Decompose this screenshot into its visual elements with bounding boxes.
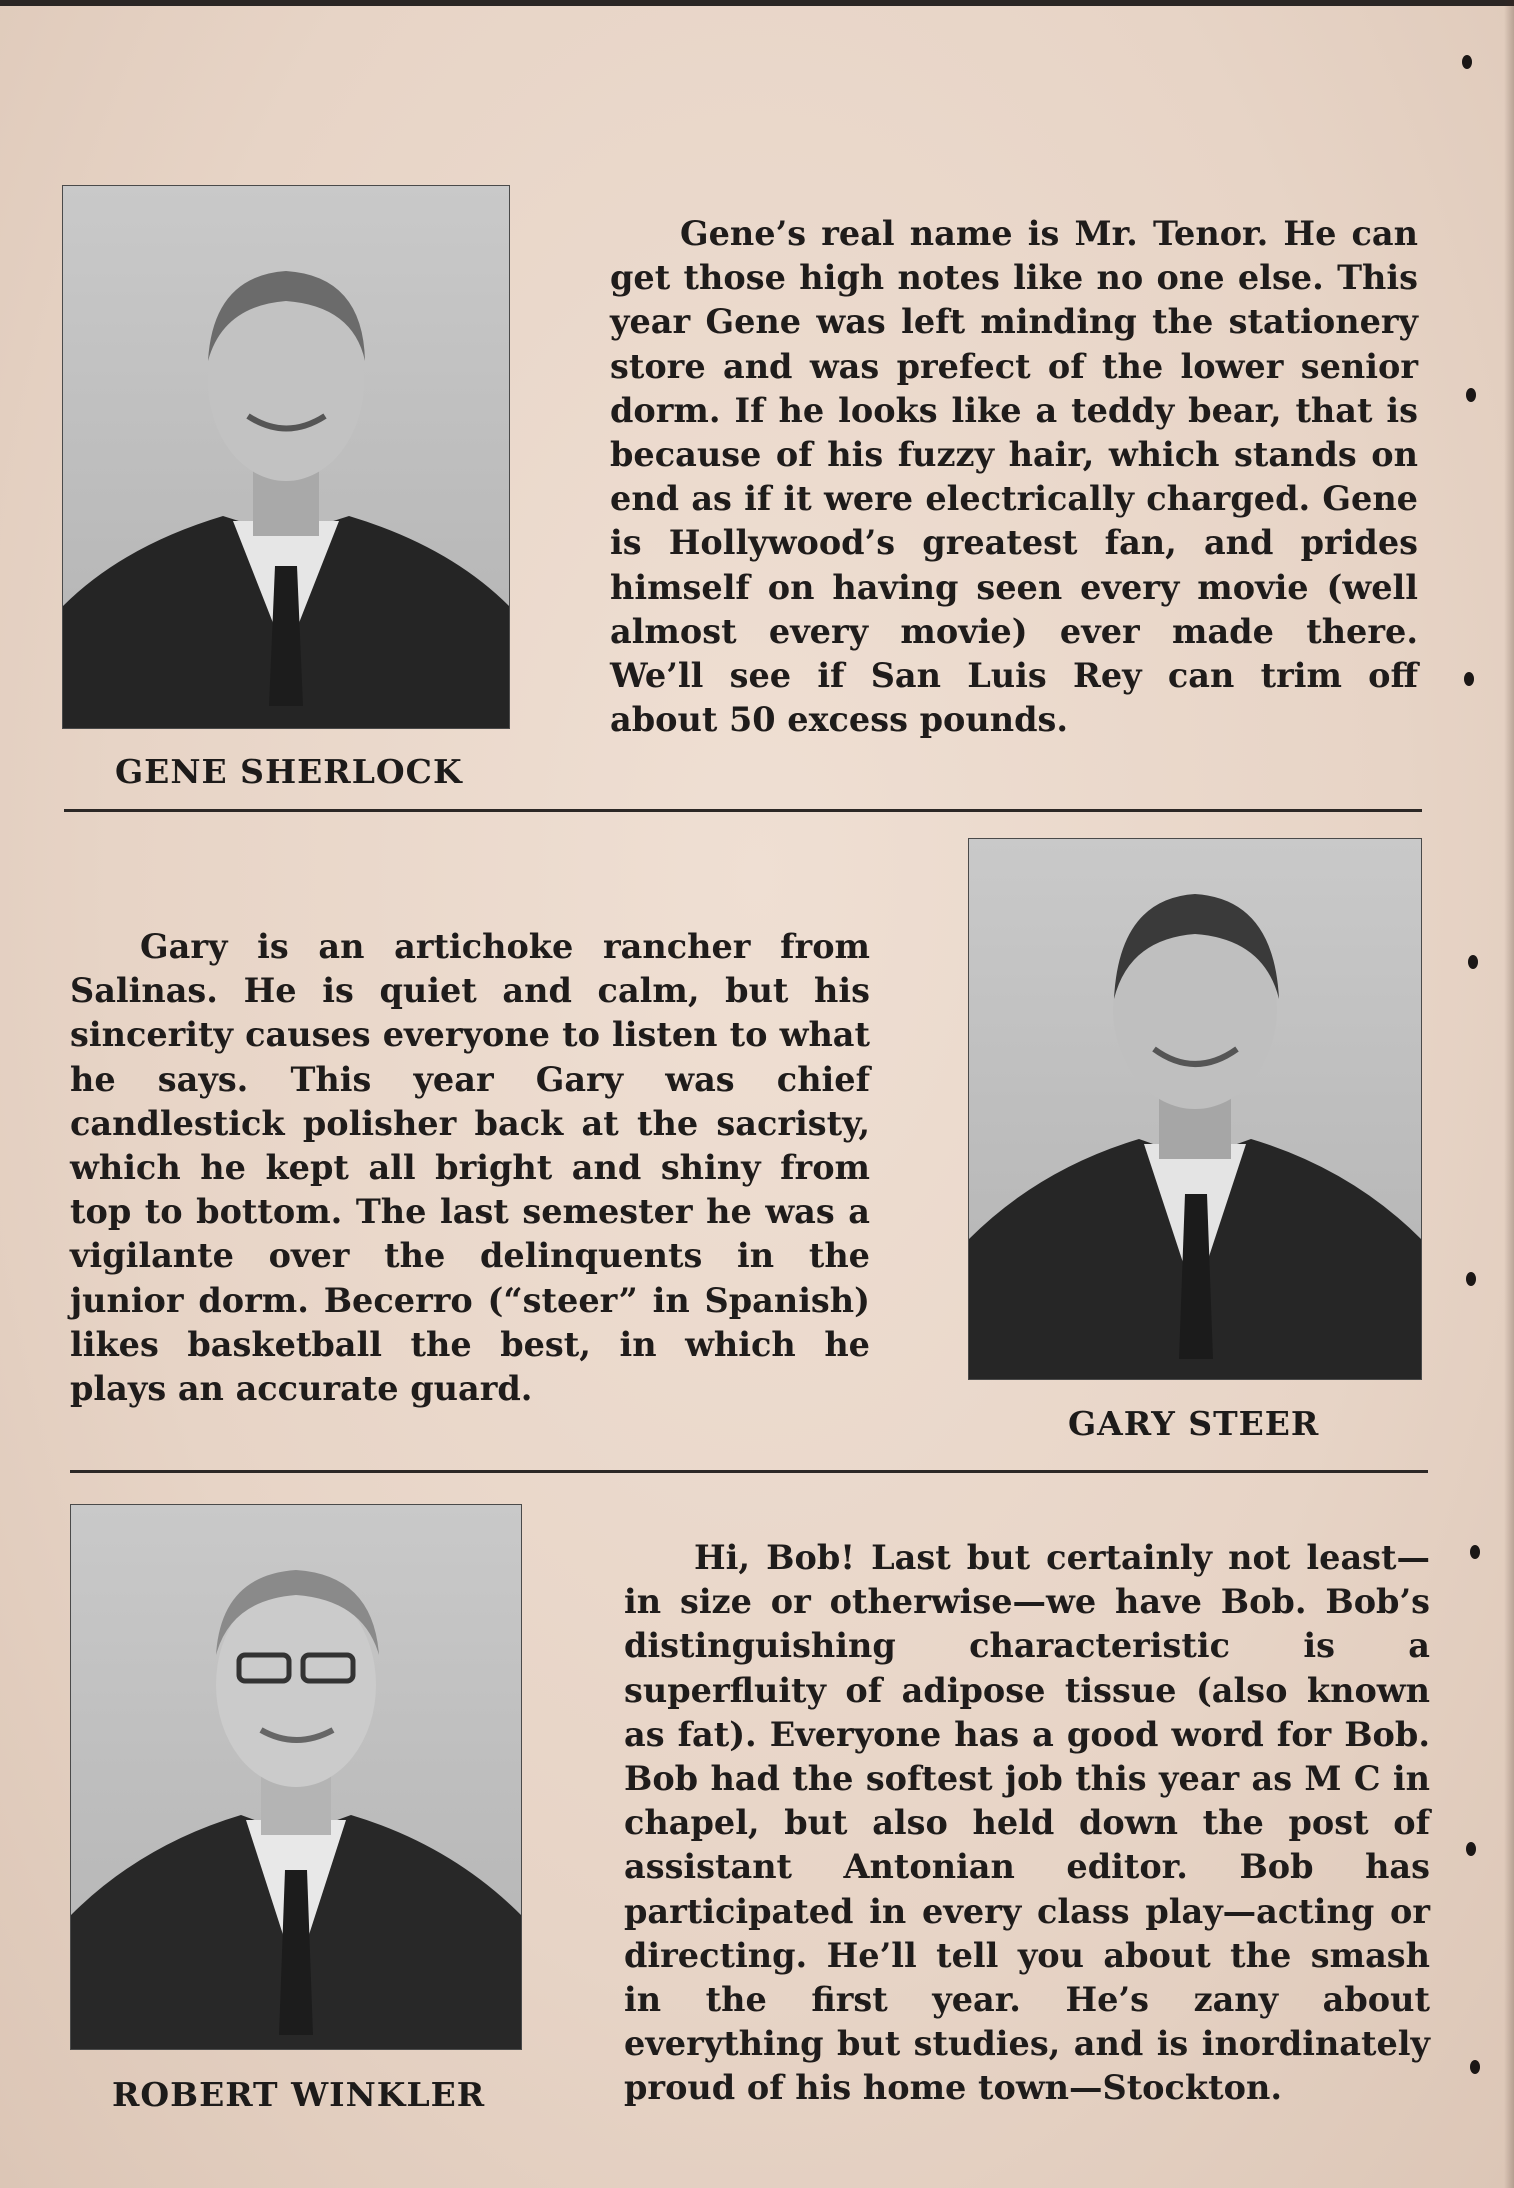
binder-hole bbox=[1464, 672, 1474, 686]
robert-winkler-portrait bbox=[70, 1504, 522, 2050]
binder-hole bbox=[1466, 388, 1476, 402]
caption-robert-winkler: ROBERT WINKLER bbox=[112, 2075, 486, 2114]
caption-gene-sherlock: GENE SHERLOCK bbox=[115, 752, 463, 791]
section-divider bbox=[64, 809, 1422, 812]
bio-gary-steer: Gary is an artichoke rancher from Salinas. He is quiet and calm, but his sincerity causes everyone to listen to what he says. This year Gary was chief candlestick polisher back at the sacristy, which he kept all bright and shiny from top to bottom. The last semester he was a vigilante over the delinquents in the junior dorm. Becerro (“steer” in Spanish) likes basketball the best, in which he plays an accurate guard. bbox=[70, 927, 870, 1409]
binder-hole bbox=[1466, 1842, 1476, 1856]
section-divider bbox=[70, 1470, 1428, 1473]
bio-gene-sherlock: Gene’s real name is Mr. Tenor. He can get those high notes like no one else. This year Gene was left minding the stationery store and was prefect of the lower senior dorm. If he looks like a teddy bear, that is because of his fuzzy hair, which stands on end as if it were electrically charged. Gene is Hollywood’s greatest fan, and prides himself on having seen every movie (well almost every movie) ever made there. We’ll see if San Luis Rey can trim off about 50 excess pounds. bbox=[610, 214, 1418, 740]
binder-hole bbox=[1470, 2060, 1480, 2074]
gary-steer-portrait bbox=[968, 838, 1422, 1380]
caption-gary-steer: GARY STEER bbox=[1068, 1404, 1320, 1443]
binder-hole bbox=[1462, 55, 1472, 69]
top-edge bbox=[0, 0, 1514, 6]
binder-hole bbox=[1470, 1545, 1480, 1559]
bio-robert-winkler: Hi, Bob! Last but certainly not least—in size or otherwise—we have Bob. Bob’s distinguishing characteristic is a superfluity of adipose tissue (also known as fat). Everyone has a good word for Bob. Bob had the softest job this year as M C in chapel, but also held down the post of assistant Antonian editor. Bob has participated in every class play—acting or directing. He’ll tell you about the smash in the first year. He’s zany about everything but studies, and is inordinately proud of his home town—Stockton. bbox=[624, 1538, 1430, 2108]
gene-sherlock-portrait bbox=[62, 185, 510, 729]
binder-hole bbox=[1468, 955, 1478, 969]
page-edge-shadow bbox=[1504, 0, 1514, 2188]
binder-hole bbox=[1466, 1272, 1476, 1286]
